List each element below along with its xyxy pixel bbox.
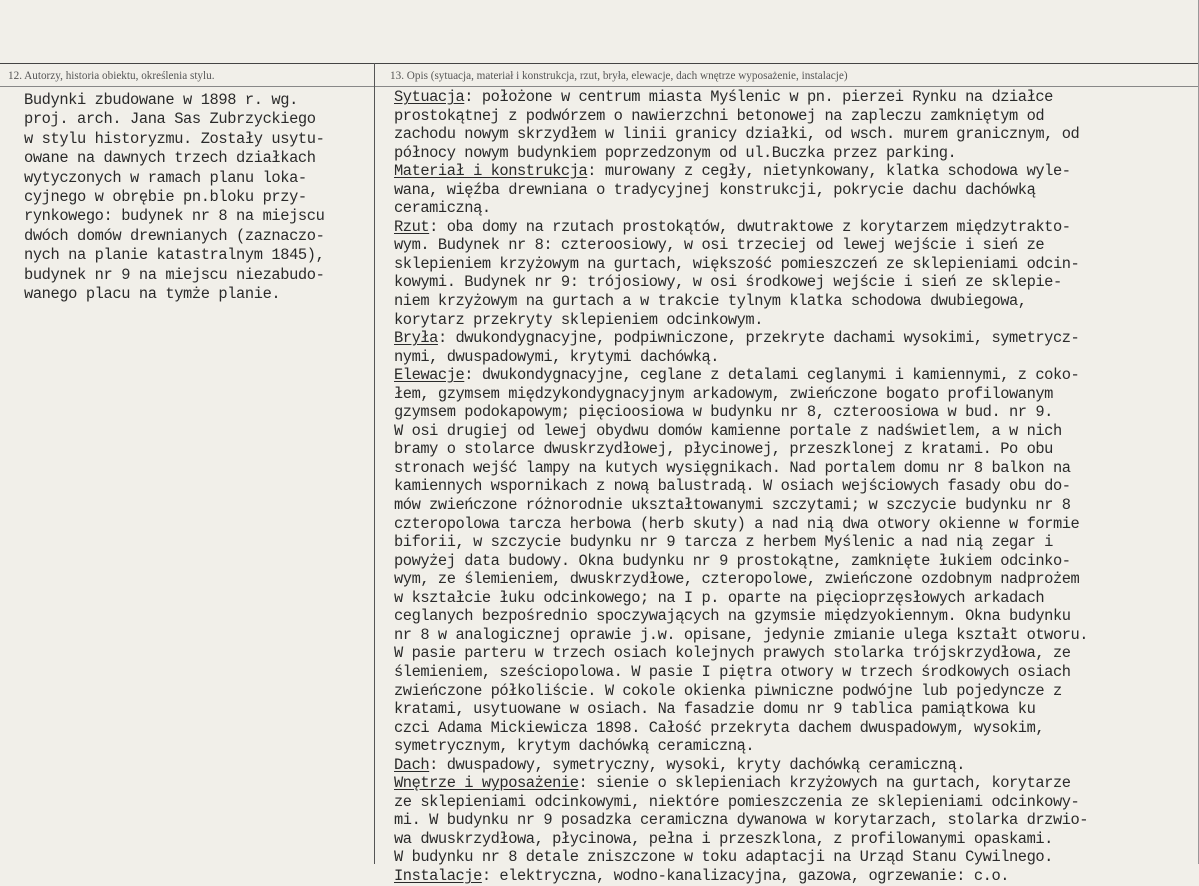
- description-line: [394, 236, 1194, 255]
- line-text: W budynku nr 8 detale zniszczone w toku adaptacji na Urząd Stanu Cywilnego.: [394, 848, 1053, 867]
- column-divider: [374, 63, 375, 864]
- line-text: W pasie parteru w trzech osiach kolejnych prawych stolarka trójskrzydłowa, ze: [394, 644, 1071, 663]
- line-text: powyżej data budowy. Okna budynku nr 9 prostokątne, zamknięte łukiem odcinko-: [394, 551, 1071, 570]
- line-text: niem krzyżowym na gurtach a w trakcie tylnym klatka schodowa dwubiegowa,: [394, 292, 1027, 311]
- line-text: : sienie o sklepieniach krzyżowych na gurtach, korytarze: [578, 774, 1071, 793]
- description-line: [394, 848, 1194, 867]
- line-text: ze sklepieniami odcinkowymi, niektóre pomieszczenia ze sklepieniami odcinkowy-: [394, 792, 1080, 811]
- line-text: prostokątnej z podwórzem o nawierzchni betonowej na zapleczu zamkniętym od: [394, 106, 1045, 125]
- description-line: [394, 830, 1194, 849]
- description-line: [394, 218, 1194, 237]
- description-line: [394, 719, 1194, 738]
- section-13-header: 13. Opis (sytuacja, materiał i konstrukcja, rzut, bryła, elewacje, dach wnętrze wyposażenie, instalacje): [390, 70, 848, 82]
- section-label: Rzut: [394, 217, 430, 236]
- history-line: w stylu historyzmu. Zostały usytu-: [24, 129, 325, 148]
- line-text: czteropolowa tarcza herbowa (herb skuty) a nad nią dwa otwory okienne w formie: [394, 514, 1080, 533]
- history-line: nych na planie katastralnym 1845),: [24, 246, 325, 265]
- description-line: [394, 422, 1194, 441]
- history-line: cyjnego w obrębie pn.bloku przy-: [24, 187, 307, 206]
- line-text: korytarz przekryty sklepieniem odcinkowym.: [394, 310, 764, 329]
- description-line: [394, 496, 1194, 515]
- description-line: [394, 385, 1194, 404]
- line-text: sklepieniem krzyżowym na gurtach, większość pomieszczeń ze sklepieniami odcin-: [394, 254, 1080, 273]
- description-line: [394, 144, 1194, 163]
- section-label: Dach: [394, 755, 430, 774]
- description-line: [394, 292, 1194, 311]
- section-label: Materiał i konstrukcja: [394, 162, 588, 181]
- history-line: owane na dawnych trzech działkach: [24, 149, 316, 168]
- description-line: [394, 756, 1194, 775]
- line-text: : dwukondygnacyjne, ceglane z detalami ceglanymi i kamiennymi, z coko-: [464, 366, 1080, 385]
- description-line: [394, 199, 1194, 218]
- line-text: wa dwuskrzydłowa, płycinowa, pełna i przeszklona, z profilowanymi opaskami.: [394, 829, 1053, 848]
- line-text: : dwuspadowy, symetryczny, wysoki, kryty dachówką ceramiczną.: [429, 755, 966, 774]
- line-text: W osi drugiej od lewej obydwu domów kamienne portale z nadświetlem, a w nich: [394, 421, 1062, 440]
- description-text-block: [394, 88, 1194, 886]
- section-label: Wnętrze i wyposażenie: [394, 774, 579, 793]
- description-line: [394, 552, 1194, 571]
- line-text: bramy o stolarce dwuskrzydłowej, płycinowej, przeszklonej z kratami. Po obu: [394, 440, 1053, 459]
- description-line: [394, 793, 1194, 812]
- line-text: łem, gzymsem międzykondygnacyjnym arkadowym, zwieńczone bogato profilowanym: [394, 384, 1053, 403]
- line-text: ceglanych bezpośrednio spoczywających na gzymsie międzyokiennym. Okna budynku: [394, 607, 1071, 626]
- line-text: : położone w centrum miasta Myślenic w pn. pierzei Rynku na działce: [464, 88, 1053, 106]
- history-line: wytyczonych w ramach planu loka-: [24, 168, 307, 187]
- header-rule: [0, 86, 1199, 87]
- line-text: ceramiczną.: [394, 199, 491, 218]
- section-label: Instalacje: [394, 866, 482, 885]
- history-line: wanego placu na tymże planie.: [24, 284, 281, 303]
- line-text: zachodu nowym skrzydłem w linii granicy działki, od wsch. murem granicznym, od: [394, 125, 1080, 144]
- line-text: wym, ze ślemieniem, dwuskrzydłowe, czteropolowe, zwieńczone ozdobnym nadprożem: [394, 570, 1080, 589]
- line-text: gzymsem podokapowym; pięcioosiowa w budynku nr 8, czteroosiowa w bud. nr 9.: [394, 403, 1053, 422]
- section-label: Elewacje: [394, 366, 465, 385]
- line-text: północy nowym budynkiem poprzedzonym od ul.Buczka przez parking.: [394, 143, 957, 162]
- description-line: [394, 440, 1194, 459]
- line-text: symetrycznym, krytym dachówką ceramiczną.: [394, 737, 755, 756]
- line-text: : oba domy na rzutach prostokątów, dwutraktowe z korytarzem międzytrakto-: [429, 217, 1071, 236]
- history-line: dwóch domów drewnianych (zaznaczo-: [24, 226, 325, 245]
- history-line: budynek nr 9 na miejscu niezabudo-: [24, 265, 325, 284]
- line-text: mów zwieńczone różnorodnie ukształtowanymi szczytami; w szczycie budynku nr 8: [394, 496, 1071, 515]
- description-line: [394, 515, 1194, 534]
- description-line: [394, 607, 1194, 626]
- description-line: [394, 366, 1194, 385]
- description-line: [394, 737, 1194, 756]
- history-line: proj. arch. Jana Sas Zubrzyckiego: [24, 110, 316, 129]
- line-text: kowymi. Budynek nr 9: trójosiowy, w osi środkowej wejście i sień ze sklepie-: [394, 273, 1062, 292]
- history-line: Budynki zbudowane w 1898 r. wg.: [24, 91, 298, 109]
- description-line: [394, 811, 1194, 830]
- description-line: [394, 181, 1194, 200]
- line-text: w kształcie łuku odcinkowego; na I p. oparte na pięcioprzęsłowych arkadach: [394, 588, 1045, 607]
- line-text: stronach wejść lampy na kutych wysięgnikach. Nad portalem domu nr 8 balkon na: [394, 458, 1071, 477]
- line-text: kratami, usytuowane w osiach. Na fasadzie domu nr 9 tablica pamiątkowa ku: [394, 700, 1036, 719]
- line-text: kamiennych wspornikach z nową balustradą. W osiach wejściowych fasady obu do-: [394, 477, 1071, 496]
- description-line: [394, 348, 1194, 367]
- description-line: [394, 867, 1194, 886]
- description-line: [394, 273, 1194, 292]
- description-line: [394, 700, 1194, 719]
- top-rule: [0, 63, 1199, 64]
- line-text: wana, więźba drewniana o tradycyjnej konstrukcji, pokrycie dachu dachówką: [394, 180, 1036, 199]
- line-text: wym. Budynek nr 8: czteroosiowy, w osi trzeciej od lewej wejście i sień ze: [394, 236, 1045, 255]
- description-line: [394, 682, 1194, 701]
- description-line: [394, 329, 1194, 348]
- line-text: : dwukondygnacyjne, podpiwniczone, przekryte dachami wysokimi, symetrycz-: [437, 329, 1080, 348]
- line-text: nymi, dwuspadowymi, krytymi dachówką.: [394, 347, 720, 366]
- description-line: [394, 459, 1194, 478]
- description-line: [394, 477, 1194, 496]
- description-line: [394, 107, 1194, 126]
- description-line: [394, 311, 1194, 330]
- description-line: [394, 774, 1194, 793]
- line-text: biforii, w szczycie budynku nr 9 tarcza z herbem Myślenic a nad nią zegar i: [394, 533, 1053, 552]
- line-text: ślemieniem, sześciopolowa. W pasie I piętra otwory w trzech środkowych osiach: [394, 662, 1071, 681]
- line-text: : murowany z cegły, nietynkowany, klatka schodowa wyle-: [587, 162, 1071, 181]
- history-text-block: [24, 91, 369, 304]
- description-line: [394, 589, 1194, 608]
- line-text: czci Adama Mickiewicza 1898. Całość przekryta dachem dwuspadowym, wysokim,: [394, 718, 1045, 737]
- description-line: [394, 533, 1194, 552]
- description-line: [394, 644, 1194, 663]
- description-line: [394, 403, 1194, 422]
- section-label: Bryła: [394, 329, 438, 348]
- description-line: [394, 663, 1194, 682]
- section-12-header: 12. Autorzy, historia obiektu, określenia stylu.: [8, 70, 215, 82]
- description-line: [394, 125, 1194, 144]
- description-line: [394, 88, 1194, 107]
- description-line: [394, 626, 1194, 645]
- description-line: [394, 162, 1194, 181]
- line-text: : elektryczna, wodno-kanalizacyjna, gazowa, ogrzewanie: c.o.: [481, 866, 1010, 885]
- line-text: zwieńczone półkoliście. W cokole okienka piwniczne podwójne lub pojedyncze z: [394, 681, 1062, 700]
- line-text: mi. W budynku nr 9 posadzka ceramiczna dywanowa w korytarzach, stolarka drzwio-: [394, 811, 1089, 830]
- history-line: rynkowego: budynek nr 8 na miejscu: [24, 207, 325, 226]
- section-label: Sytuacja: [394, 88, 465, 106]
- line-text: nr 8 w analogicznej oprawie j.w. opisane, jedynie zmianie ulega kształt otworu.: [394, 625, 1089, 644]
- description-line: [394, 255, 1194, 274]
- description-line: [394, 570, 1194, 589]
